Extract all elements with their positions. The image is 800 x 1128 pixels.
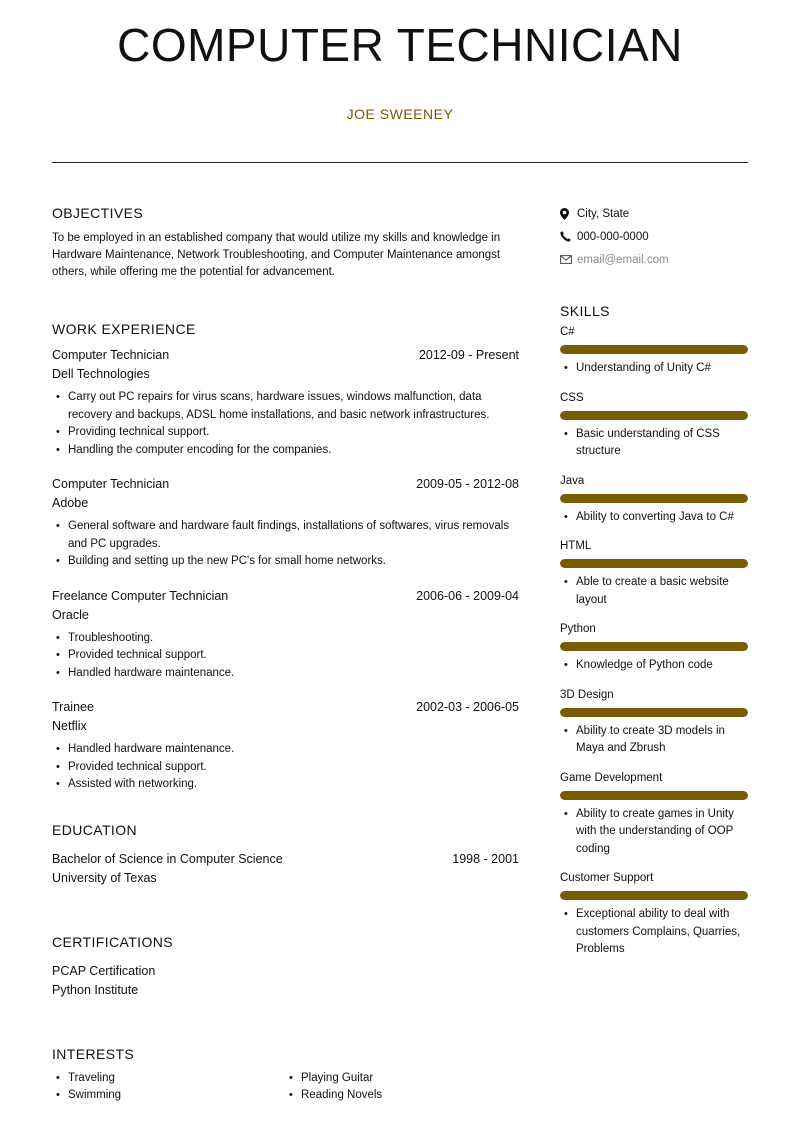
job-bullet: • Handling the computer encoding for the companies. xyxy=(68,442,519,460)
skill-level-fill xyxy=(560,891,748,900)
skill-bullets xyxy=(560,426,748,461)
job-entry xyxy=(52,587,519,683)
skill-name: Game Development xyxy=(560,771,663,784)
skill-name: Java xyxy=(560,474,585,487)
skill-bullets xyxy=(560,806,748,859)
job-header xyxy=(52,475,519,494)
skill-name: HTML xyxy=(560,540,592,552)
skill-bullet: • Ability to create games in Unity with the understanding of OOP coding xyxy=(576,806,748,859)
job-header xyxy=(52,587,519,606)
interests-list-2 xyxy=(285,1070,518,1105)
job-entry xyxy=(52,475,519,571)
skill-level-fill xyxy=(560,559,748,568)
resume-title: COMPUTER TECHNICIAN xyxy=(117,19,683,71)
objectives-heading: OBJECTIVES xyxy=(52,205,144,221)
skill-name: CSS xyxy=(560,391,584,404)
job-bullets xyxy=(52,741,519,794)
location-text: City, State xyxy=(577,207,630,220)
interests-list-1 xyxy=(52,1070,285,1105)
skill-entry xyxy=(560,622,748,675)
interests-columns xyxy=(52,1070,519,1105)
job-bullet: • Handled hardware maintenance. xyxy=(68,741,519,759)
interest-item: • Reading Novels xyxy=(301,1087,518,1105)
education-section xyxy=(52,822,519,888)
skill-level-bar xyxy=(560,411,748,420)
job-title: Freelance Computer Technician xyxy=(52,588,229,603)
skill-bullets xyxy=(560,657,748,675)
email-link[interactable]: email@email.com xyxy=(577,253,669,266)
skill-entry xyxy=(560,688,748,758)
skill-bullets xyxy=(560,723,748,758)
phone-icon xyxy=(560,231,577,242)
job-bullet: • Troubleshooting. xyxy=(68,630,519,648)
candidate-name: JOE SWEENEY xyxy=(346,106,454,122)
interest-item: • Playing Guitar xyxy=(301,1070,518,1088)
education-degree: Bachelor of Science in Computer Science xyxy=(52,851,283,866)
job-dates: 2012-09 - Present xyxy=(418,348,519,362)
skill-level-fill xyxy=(560,345,748,354)
job-dates: 2002-03 - 2006-05 xyxy=(416,700,519,714)
skill-level-bar xyxy=(560,708,748,717)
main-column xyxy=(52,205,519,1105)
skill-entry xyxy=(560,325,748,378)
job-bullets xyxy=(52,630,519,683)
contact-location xyxy=(560,202,748,225)
interests-heading: INTERESTS xyxy=(52,1045,135,1062)
job-bullet: • Building and setting up the new PC's for small home networks. xyxy=(68,553,519,571)
job-list xyxy=(52,346,519,794)
job-company: Adobe xyxy=(52,496,89,510)
job-bullet: • Carry out PC repairs for virus scans, hardware issues, windows malfunction, data recovery and backups, ADSL home installations, and basic network infrastructures. xyxy=(68,389,519,424)
job-title: Trainee xyxy=(52,700,94,714)
job-title: Computer Technician xyxy=(52,477,170,491)
skill-level-bar xyxy=(560,345,748,354)
interests-section xyxy=(52,1046,519,1105)
skill-level-bar xyxy=(560,891,748,900)
job-header xyxy=(52,346,519,365)
skill-bullet: • Exceptional ability to deal with customers Complains, Quarries, Problems xyxy=(576,906,748,959)
skill-name: Python xyxy=(560,623,596,635)
skill-level-bar xyxy=(560,494,748,503)
skill-level-fill xyxy=(560,791,748,800)
skill-bullet: • Ability to create 3D models in Maya and Zbrush xyxy=(576,723,748,758)
skill-level-fill xyxy=(560,642,748,651)
education-school: University of Texas xyxy=(52,870,157,885)
job-company: Netflix xyxy=(52,719,87,733)
skill-bullets xyxy=(560,360,748,378)
skill-level-fill xyxy=(560,708,748,717)
job-title: Computer Technician xyxy=(52,348,170,362)
skill-bullet: • Able to create a basic website layout xyxy=(576,574,748,609)
skill-name: Customer Support xyxy=(560,872,654,884)
certification-name: PCAP Certification xyxy=(52,963,156,978)
job-bullets xyxy=(52,389,519,459)
skill-entry xyxy=(560,539,748,609)
job-bullet: • Providing technical support. xyxy=(68,424,519,442)
skill-bullet: • Knowledge of Python code xyxy=(576,657,748,675)
job-entry xyxy=(52,346,519,459)
skill-level-bar xyxy=(560,559,748,568)
map-pin-icon xyxy=(560,208,577,220)
skill-level-bar xyxy=(560,642,748,651)
interest-item: • Swimming xyxy=(68,1087,285,1105)
skill-entry xyxy=(560,391,748,461)
job-bullet: • Provided technical support. xyxy=(68,759,519,777)
education-row xyxy=(52,850,519,869)
objectives-text: To be employed in an established company that would utilize my skills and knowledge in Hardware Maintenance, Network Troubleshooting, and Computer Maintenance amongst others, while offering me the potential for advancement. xyxy=(52,232,501,278)
skill-level-fill xyxy=(560,494,748,503)
job-header xyxy=(52,698,519,717)
work-experience-heading: WORK EXPERIENCE xyxy=(52,321,196,337)
skills-list xyxy=(560,325,748,959)
certifications-heading: CERTIFICATIONS xyxy=(52,933,173,950)
interest-item: • Traveling xyxy=(68,1070,285,1088)
phone-text: 000-000-0000 xyxy=(577,230,649,243)
skill-bullet: • Understanding of Unity C# xyxy=(576,360,748,378)
skill-entry xyxy=(560,474,748,527)
skill-entry xyxy=(560,771,748,859)
job-bullet: • General software and hardware fault findings, installations of softwares, virus removals and PC upgrades. xyxy=(68,518,519,553)
skill-bullets xyxy=(560,509,748,527)
mail-icon xyxy=(560,255,577,264)
skills-heading: SKILLS xyxy=(560,303,610,319)
job-company: Oracle xyxy=(52,607,89,622)
certifications-section xyxy=(52,934,519,1000)
skill-name: 3D Design xyxy=(560,688,614,701)
skills-section xyxy=(560,303,748,959)
skill-bullet: • Basic understanding of CSS structure xyxy=(576,426,748,461)
skill-bullets xyxy=(560,906,748,959)
job-bullet: • Handled hardware maintenance. xyxy=(68,665,519,683)
education-heading: EDUCATION xyxy=(52,821,138,838)
skill-level-bar xyxy=(560,791,748,800)
skill-name: C# xyxy=(560,326,575,338)
skill-level-fill xyxy=(560,411,748,420)
job-entry xyxy=(52,698,519,794)
contact-block xyxy=(560,202,748,271)
header-divider xyxy=(52,162,748,163)
job-bullets xyxy=(52,518,519,571)
contact-email[interactable] xyxy=(560,248,748,271)
job-dates: 2006-06 - 2009-04 xyxy=(416,588,519,603)
skill-bullet: • Ability to converting Java to C# xyxy=(576,509,748,527)
job-bullet: • Provided technical support. xyxy=(68,647,519,665)
contact-phone xyxy=(560,225,748,248)
objectives-section xyxy=(52,205,519,281)
certification-issuer: Python Institute xyxy=(52,982,139,997)
skill-bullets xyxy=(560,574,748,609)
side-column xyxy=(560,202,748,972)
work-experience-section xyxy=(52,321,519,794)
job-dates: 2009-05 - 2012-08 xyxy=(416,477,519,491)
job-bullet: • Assisted with networking. xyxy=(68,776,519,794)
job-company: Dell Technologies xyxy=(52,367,150,381)
skill-entry xyxy=(560,871,748,959)
education-dates: 1998 - 2001 xyxy=(452,851,519,866)
